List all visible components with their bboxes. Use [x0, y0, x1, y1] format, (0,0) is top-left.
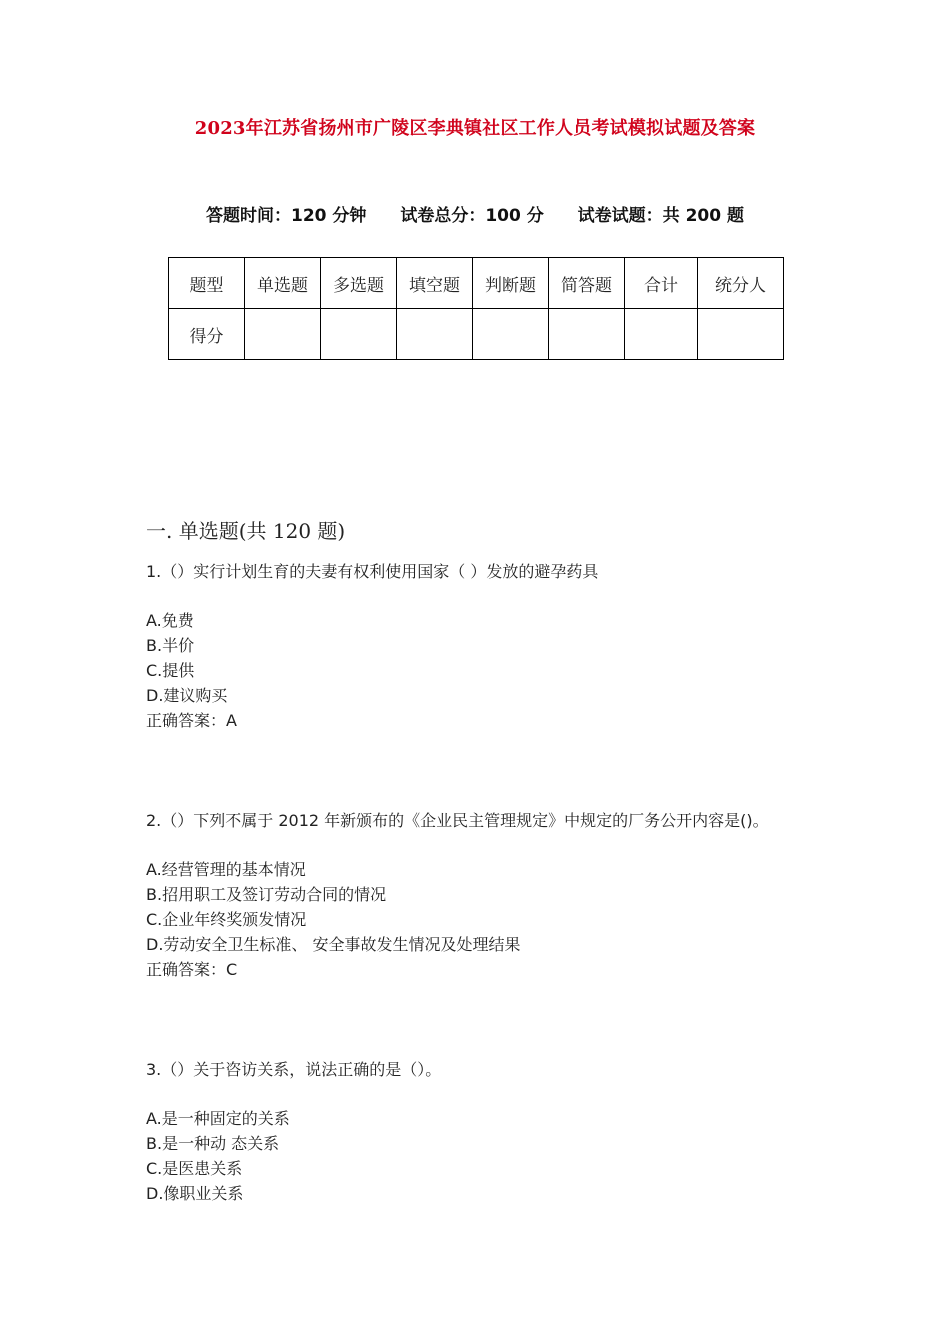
option-a: A.免费	[146, 611, 194, 630]
option-b: B.半价	[146, 636, 195, 655]
question-1	[146, 559, 598, 733]
score-header-cell: 单选题	[245, 258, 321, 309]
option-c: C.企业年终奖颁发情况	[146, 910, 307, 929]
score-header-cell: 判断题	[473, 258, 549, 309]
score-table	[168, 257, 784, 360]
option-c: C.提供	[146, 661, 195, 680]
exam-total-score: 试卷总分：100 分	[400, 206, 544, 226]
score-cell[interactable]	[473, 309, 549, 360]
question-stem: 1.（）实行计划生育的夫妻有权利使用国家（ ）发放的避孕药具	[146, 562, 599, 581]
score-cell[interactable]	[698, 309, 784, 360]
question-stem: 3.（）关于咨访关系，说法正确的是（）。	[146, 1060, 442, 1079]
option-b: B.招用职工及签订劳动合同的情况	[146, 885, 387, 904]
option-d: D.建议购买	[146, 686, 228, 705]
score-cell[interactable]	[245, 309, 321, 360]
correct-answer: 正确答案：C	[146, 960, 238, 979]
option-a: A.经营管理的基本情况	[146, 860, 306, 879]
score-row-label: 得分	[169, 309, 245, 360]
question-stem: 2.（）下列不属于 2012 年新颁布的《企业民主管理规定》中规定的厂务公开内容是()。	[146, 811, 769, 830]
document-title: 2023年江苏省扬州市广陵区李典镇社区工作人员考试模拟试题及答案	[194, 118, 756, 139]
score-header-cell: 多选题	[321, 258, 397, 309]
exam-meta	[0, 201, 950, 226]
option-d: D.劳动安全卫生标准、 安全事故发生情况及处理结果	[146, 935, 521, 954]
score-cell[interactable]	[625, 309, 698, 360]
exam-time: 答题时间：120 分钟	[206, 206, 367, 226]
score-cell[interactable]	[321, 309, 397, 360]
question-2	[146, 808, 769, 982]
score-header-cell: 填空题	[397, 258, 473, 309]
score-header-cell: 统分人	[698, 258, 784, 309]
section-title: 一. 单选题(共 120 题)	[146, 519, 346, 543]
score-table-header-row	[169, 258, 784, 309]
question-3	[146, 1057, 441, 1206]
score-cell[interactable]	[549, 309, 625, 360]
score-header-cell: 简答题	[549, 258, 625, 309]
exam-question-count: 试卷试题：共 200 题	[577, 206, 744, 226]
score-header-cell: 题型	[169, 258, 245, 309]
option-a: A.是一种固定的关系	[146, 1109, 290, 1128]
option-b: B.是一种动 态关系	[146, 1134, 280, 1153]
score-cell[interactable]	[397, 309, 473, 360]
correct-answer: 正确答案：A	[146, 711, 237, 730]
score-table-score-row	[169, 309, 784, 360]
score-header-cell: 合计	[625, 258, 698, 309]
option-d: D.像职业关系	[146, 1184, 244, 1203]
option-c: C.是医患关系	[146, 1159, 243, 1178]
